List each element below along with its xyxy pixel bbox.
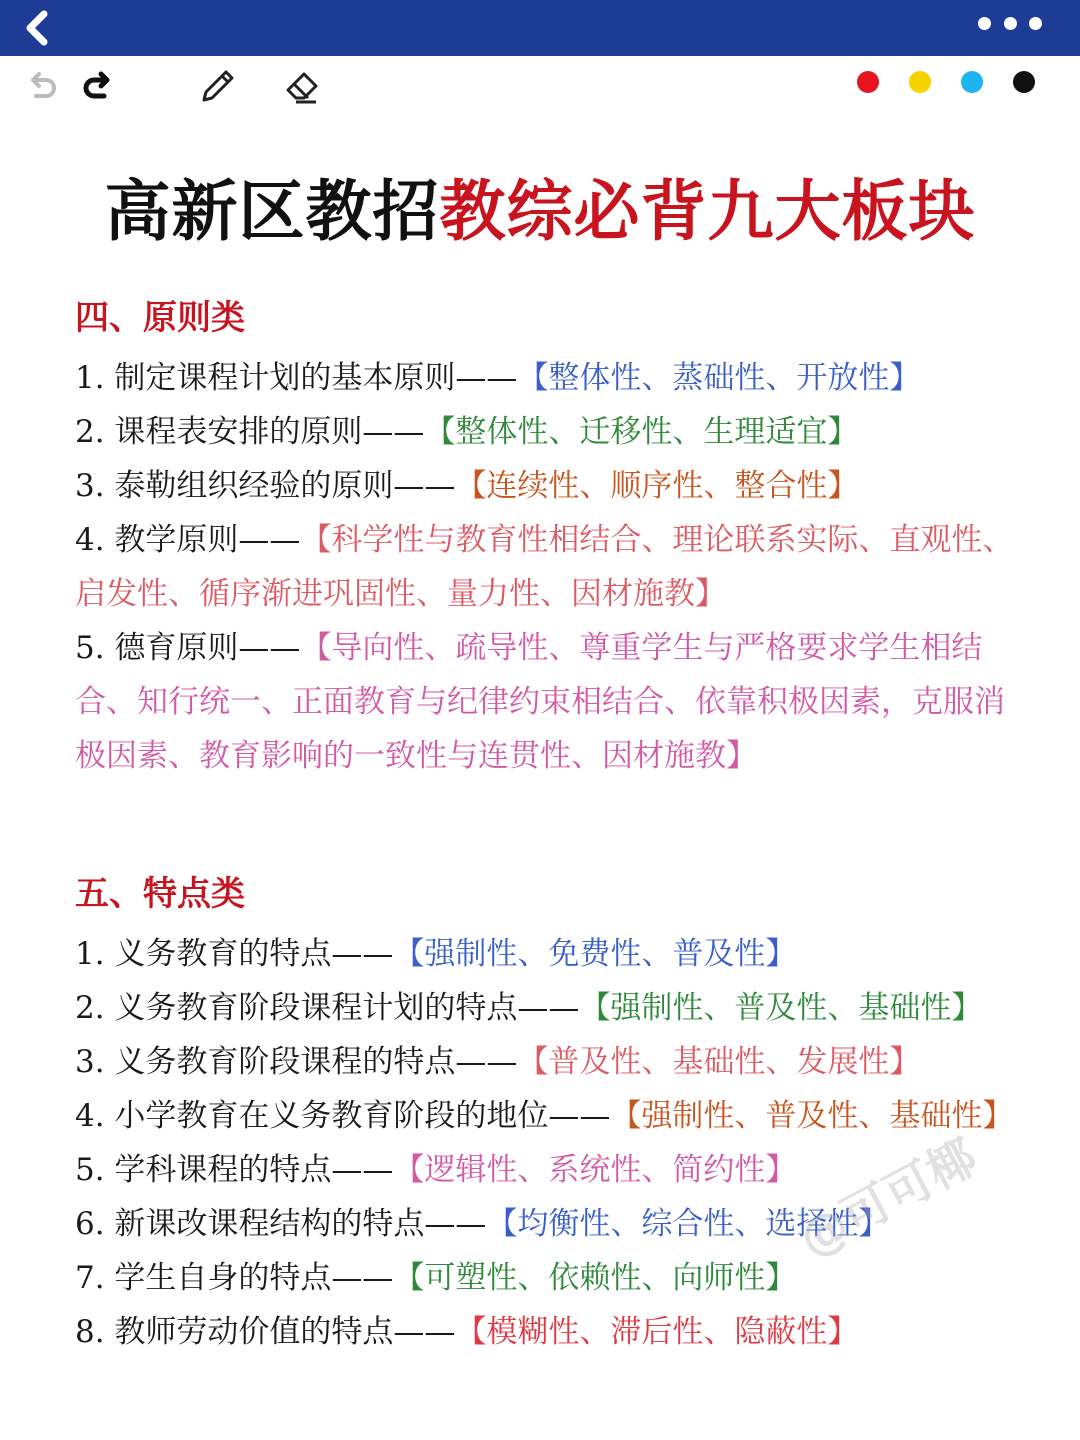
watermark: @可可椰 [790,1128,987,1269]
item-answer: 【强制性、免费性、普及性】 [393,936,797,972]
item-question: 5. 学科课程的特点—— [75,1152,394,1188]
item-question: 8. 教师劳动价值的特点—— [75,1314,456,1350]
undo-icon[interactable] [22,66,62,106]
color-swatch-yellow[interactable] [909,71,931,93]
list-item [75,1251,1035,1305]
list-item [75,1035,1035,1089]
item-answer: 【整体性、蒸础性、开放性】 [517,360,921,396]
list-item [75,459,1035,513]
chevron-left-icon[interactable] [18,8,58,48]
item-question: 1. 制定课程计划的基本原则—— [75,360,518,396]
section-title-principles: 四、原则类 [75,298,245,338]
color-swatch-red[interactable] [857,71,879,93]
item-question: 4. 教学原则—— [75,522,301,558]
item-answer: 【强制性、普及性、基础性】 [610,1098,1014,1134]
item-question: 2. 义务教育阶段课程计划的特点—— [75,990,580,1026]
item-question: 4. 小学教育在义务教育阶段的地位—— [75,1098,611,1134]
top-bar [0,0,1080,56]
page-title [0,158,1080,253]
item-question: 3. 义务教育阶段课程的特点—— [75,1044,518,1080]
list-item [75,1305,1035,1359]
item-question: 2. 课程表安排的原则—— [75,414,425,450]
item-answer: 【可塑性、依赖性、向师性】 [393,1260,797,1296]
list-item [75,351,1035,405]
item-question: 5. 德育原则—— [75,630,301,666]
list-item [75,513,1035,621]
item-answer: 【导向性、疏导性、尊重学生与严格要求学生相结合、知行统一、正面教育与纪律约束相结合、依靠积极因素，克服消极因素、教育影响的一致性与连贯性、因材施教】 [75,630,1005,774]
section-title-features: 五、特点类 [75,874,245,914]
more-dots-icon[interactable] [978,13,1042,33]
list-item [75,621,1035,783]
item-answer: 【均衡性、综合性、选择性】 [486,1206,890,1242]
item-answer: 【整体性、迁移性、生理适宜】 [424,414,859,450]
list-item [75,405,1035,459]
item-question: 1. 义务教育的特点—— [75,936,394,972]
title-red-part: 教综必背九大板块 [439,172,976,250]
item-question: 3. 泰勒组织经验的原则—— [75,468,456,504]
eraser-icon[interactable] [282,66,322,106]
color-swatch-cyan[interactable] [961,71,983,93]
title-black-part: 高新区教招 [104,172,440,250]
color-swatch-black[interactable] [1013,71,1035,93]
item-answer: 【普及性、基础性、发展性】 [517,1044,921,1080]
item-answer: 【科学性与教育性相结合、理论联系实际、直观性、启发性、循序渐进巩固性、量力性、因材施教】 [75,522,1014,612]
item-answer: 【连续性、顺序性、整合性】 [455,468,859,504]
list-item [75,927,1035,981]
list-item [75,1089,1035,1143]
item-question: 7. 学生自身的特点—— [75,1260,394,1296]
redo-icon[interactable] [78,66,118,106]
item-answer: 【强制性、普及性、基础性】 [579,990,983,1026]
list-item [75,981,1035,1035]
item-answer: 【逻辑性、系统性、简约性】 [393,1152,797,1188]
item-answer: 【模糊性、滞后性、隐蔽性】 [455,1314,859,1350]
item-question: 6. 新课改课程结构的特点—— [75,1206,487,1242]
pencil-icon[interactable] [198,66,238,106]
